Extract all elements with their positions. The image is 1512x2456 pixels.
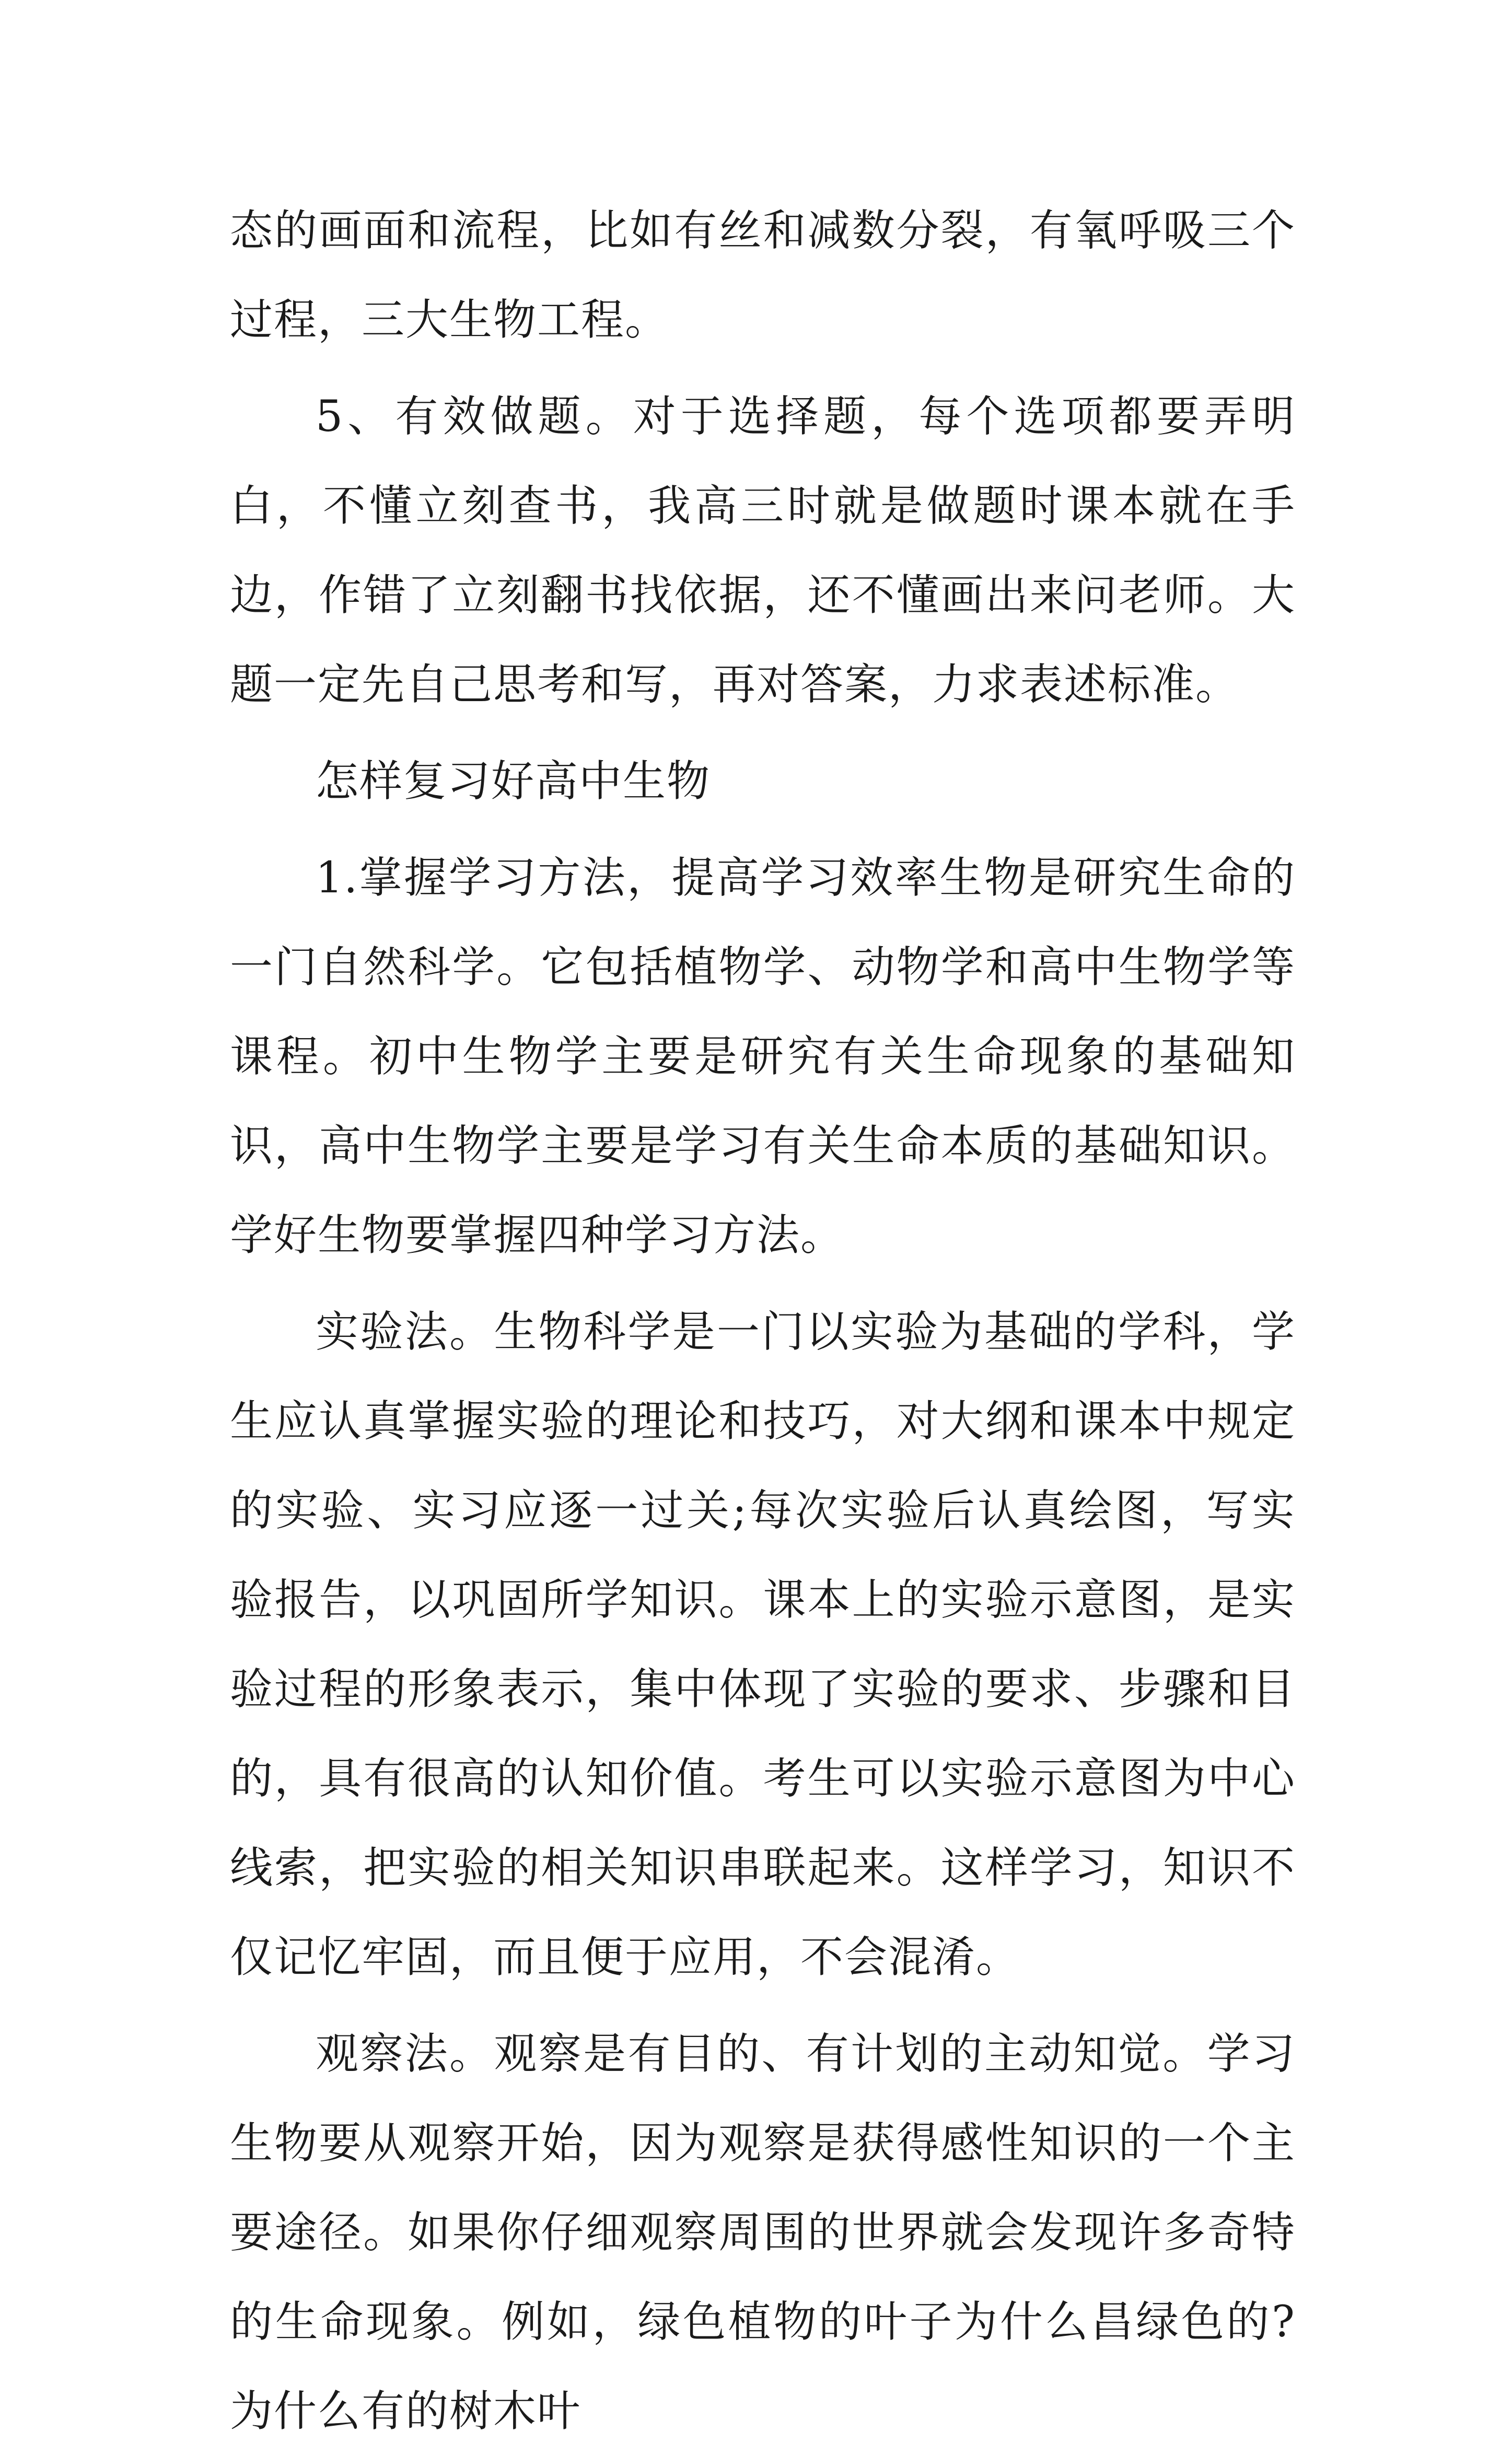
section-heading: 怎样复习好高中生物 <box>316 756 711 806</box>
paragraph-effective-practice: 5、有效做题。对于选择题，每个选项都要弄明白，不懂立刻查书，我高三时就是做题时课本就在手边，作错了立刻翻书找依据，还不懂画出来问老师。大题一定先自己思考和写，再对答案，力求表述标准。 <box>230 392 1296 709</box>
body-text <box>230 186 1296 2456</box>
paragraph-continuation: 态的画面和流程，比如有丝和减数分裂，有氧呼吸三个过程，三大生物工程。 <box>230 206 1296 345</box>
paragraph-observation-method: 观察法。观察是有目的、有计划的主动知觉。学习生物要从观察开始，因为观察是获得感性知识的一个主要途径。如果你仔细观察周围的世界就会发现许多奇特的生命现象。例如，绿色植物的叶子为什么昌绿色的?为什么有的树木叶 <box>230 2029 1296 2436</box>
paragraph-study-methods: 1.掌握学习方法，提高学习效率生物是研究生命的一门自然科学。它包括植物学、动物学和高中生物学等课程。初中生物学主要是研究有关生命现象的基础知识，高中生物学主要是学习有关生命本质的基础知识。学好生物要掌握四种学习方法。 <box>230 853 1296 1260</box>
paragraph-experiment-method: 实验法。生物科学是一门以实验为基础的学科，学生应认真掌握实验的理论和技巧，对大纲和课本中规定的实验、实习应逐一过关;每次实验后认真绘图，写实验报告，以巩固所学知识。课本上的实验示意图，是实验过程的形象表示，集中体现了实验的要求、步骤和目的，具有很高的认知价值。考生可以实验示意图为中心线索，把实验的相关知识串联起来。这样学习，知识不仅记忆牢固，而且便于应用，不会混淆。 <box>230 1307 1296 1982</box>
